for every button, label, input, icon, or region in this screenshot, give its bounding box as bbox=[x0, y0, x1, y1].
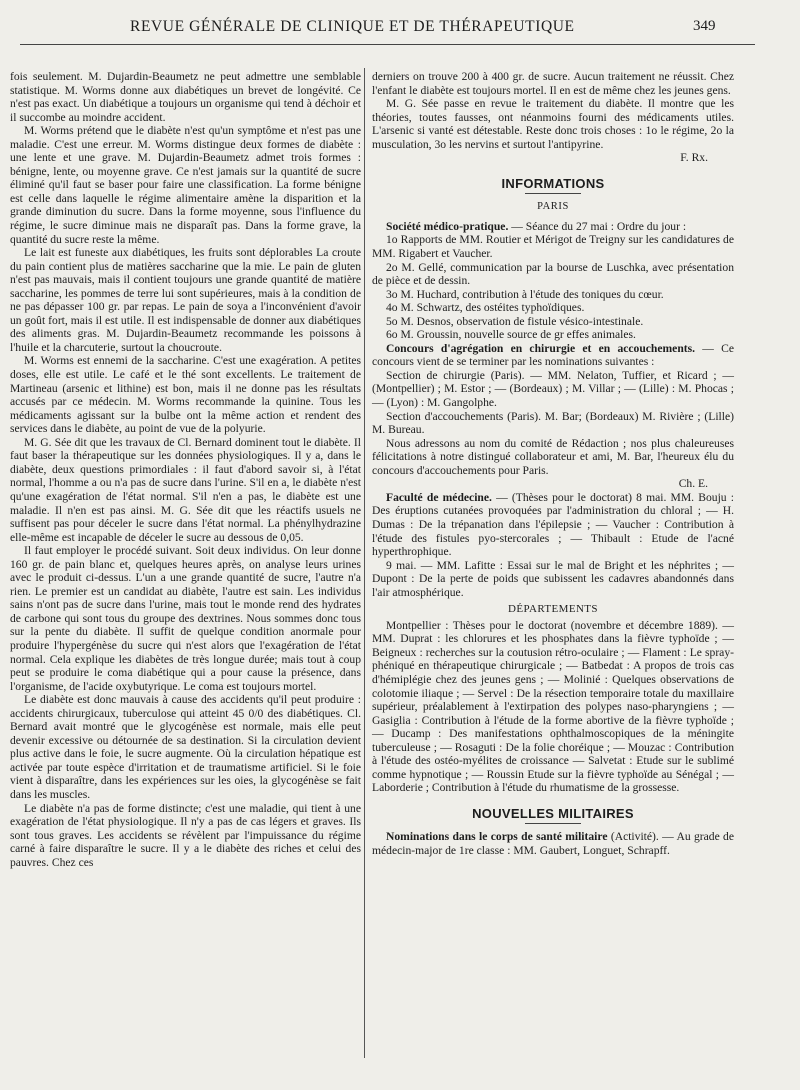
concours-accouchements: Section d'accouchements (Paris). M. Bar; (Bordeaux) M. Rivière ; (Lille) M. Bureau. bbox=[372, 409, 734, 437]
paragraph: M. G. Sée dit que les travaux de Cl. Bernard dominent tout le diabète. Il faut baser la thérapeutique sur les données physiologiques. Il y a, dans le diabète, deux questions primordiales : il faut d'abord savoir si, à l'état normal, l'homme a ou n'a pas de sucre dans l'urine. S'il en a, le diabète n'est qu'une exagération de l'état normal. S'il n'en a pas, le diabète est une maladie. Il n'en est pas ainsi. M. G. Sée dit que les réactifs usuels ne suffisent pas pour déceler le sucre dans l'état normal. La phénylhydrazine elle-même est incapable de déceler le sucre au dessous de 0,05. bbox=[10, 435, 361, 544]
title-rule bbox=[525, 193, 581, 194]
paragraph: Il faut employer le procédé suivant. Soit deux individus. On leur donne 160 gr. de pain blanc et, quelques heures après, on analyse leurs urines avec le produit ci-dessus. L'un a une grande quantité de sucre, l'autre n'a rien. Le premier est un candidat au diabète, l'autre est sain. Les individus sains n'ont pas de sucre dans l'urine, mais tout le monde rend des hydrates de carbone qui sont tous du groupe des dextrines. Nous sommes donc tous sur la pente du diabète. Il suffit de quelque condition anormale pour produire l'hypergénèse du sucre qui n'est alors que l'exagération de l'état normal. Cela explique les diabètes de très longue durée; mais tout à coup peut se produire le coma diabétique qui a pour cause la présence, dans l'organisme, de l'acide oxybutyrique. Le coma est toujours mortel. bbox=[10, 544, 361, 693]
paragraph: M. Worms prétend que le diabète n'est qu'un symptôme et n'est pas une maladie. C'est une erreur. M. Worms distingue deux formes de diabète : une lente et une grave. M. Dujardin-Beaumetz admet trois formes : bénigne, lente, ou moyenne grave. Ce n'est jamais sur la quantité de sucre éliminé qu'il faut se baser pour faire une classification. La forme bénigne est celle dans laquelle le régime alimentaire amène la disparition et la grande diminution du sucre. Dans la forme moyenne, sous l'influence du régime, le sucre diminue mais ne disparaît pas. Dans la forme grave, la quantité du sucre reste la même. bbox=[10, 124, 361, 246]
paragraph: Le diabète est donc mauvais à cause des accidents qu'il peut produire : accidents chirurgicaux, tuberculose qui atteint 45 0/0 des diabétiques. Cl. Bernard avait montré que le glycogénèse est normale, mais elle peut devenir excessive ou détournée de sa destination. Si la circulation devient plus active dans le foie, le sucre augmente. Où la circulation hépatique est activée par toute espèce d'irritation et de traumatisme artificiel. Si le foie vient à disparaître, dans les expériences sur les oies, la glycogénèse se fait dans les muscles. bbox=[10, 693, 361, 801]
news-lead: Nominations dans le corps de santé militaire bbox=[386, 830, 608, 844]
paragraph: Le lait est funeste aux diabétiques, les fruits sont déplorables La croute du pain contient plus de matières saccharine que la mie. Le pain de gluten n'est pas mauvais, mais il contient toujours une grande quantité de matière saccharine, les pommes de terre lui sont supérieures, mais à la condition de ne pas dépasser 100 gr. par repas. Le pain de soya a l'inconvénient d'avoir un goût fort, mais il est utile. Il est indispensable de donner aux diabétiques des aliments gras. M. Dujardin-Beaumetz recommande les poissons à l'huile et la charcuterie, surtout la choucroute. bbox=[10, 246, 361, 354]
news-item-concours bbox=[372, 342, 734, 369]
news-text: — Séance du 27 mai : Ordre du jour : bbox=[508, 219, 687, 233]
news-item-societe bbox=[372, 220, 734, 234]
right-column bbox=[372, 70, 734, 858]
faculte-9-mai: 9 mai. — MM. Lafitte : Essai sur le mal de Bright et les néphrites ; — Dupont : De la perte de poids que subissent les cadavres abandonnés dans l'air atmosphérique. bbox=[372, 558, 734, 599]
column-divider bbox=[364, 68, 365, 1058]
news-lead: Concours d'agrégation en chirurgie et en accouchements. bbox=[386, 341, 696, 355]
section-title-militaires: NOUVELLES MILITAIRES bbox=[472, 805, 634, 821]
left-column bbox=[10, 70, 361, 869]
news-item-montpellier: Montpellier : Thèses pour le doctorat (novembre et décembre 1889). — MM. Duprat : les chlorures et les phosphates dans la fièvre typhoïde ; — Beigneux : recherches sur la coutusion rétro-oculaire ; — Flament : Le spray-phéniqué en thérapeutique chirurgicale ; — Batbedat : A propos de trois cas d'hémiplégie chez des jeunes gens ; — Molinié : Quelques observations de colotomie iliaque ; — Servel : De la résection temporaire totale du maxillaire supérieur, préalablement à l'extirpation des polypes naso-pharyngiens ; — Gasiglia : Contribution à l'étude de la forme abortive de la fièvre typhoïde ; — Ducamp : Des manifestations ophthalmoscopiques de la méningite tuberculeuse ; — Rosaguti : De la folie choréique ; — Mouzac : Contribution à l'étude des ostéo-myélites de croissance — Salvetat : Etude sur le sublimé comme hypnotique ; — Roussin Etude sur la fièvre typhoïde au Sénégal ; — Laborderie ; Contribution à l'étude du rhumatisme de la grossesse. bbox=[372, 618, 734, 795]
news-lead: Faculté de médecine. bbox=[386, 490, 492, 504]
agenda-item: 6o M. Groussin, nouvelle source de gr effes animales. bbox=[386, 328, 636, 342]
page-header bbox=[0, 0, 800, 46]
subheading-paris: PARIS bbox=[537, 201, 569, 213]
subheading-departements: DÉPARTEMENTS bbox=[508, 603, 598, 616]
news-text: — Ce concours vient de se terminer par les nominations suivantes : bbox=[372, 341, 734, 369]
news-lead: Société médico-pratique. bbox=[386, 219, 509, 233]
header-rule bbox=[20, 44, 755, 45]
paragraph: Le diabète n'a pas de forme distincte; c'est une maladie, qui tient à une exagération de l'état physiologique. Il n'y a pas de cas légers et graves. Ils sont tous graves. Les accidents se révèlent par l'impuissance du régime carné à faire disparaître le sucre. Il y a le diabète des riches et celui des pauvres. Chez ces bbox=[10, 801, 361, 869]
agenda-item: 5o M. Desnos, observation de fistule vésico-intestinale. bbox=[386, 314, 644, 328]
signature: Ch. E. bbox=[678, 477, 708, 491]
signature: F. Rx. bbox=[680, 151, 708, 165]
news-item-faculte bbox=[372, 491, 734, 559]
section-title-informations: INFORMATIONS bbox=[501, 175, 605, 191]
agenda-item: 2o M. Gellé, communication par la bourse de Luschka, avec présentation de pièce et de dessin. bbox=[372, 260, 734, 288]
agenda-item: 3o M. Huchard, contribution à l'étude des toniques du cœur. bbox=[386, 287, 664, 301]
concours-congratulations: Nous adressons au nom du comité de Rédaction ; nos plus chaleureuses félicitations à notre distingué collaborateur et ami, M. Bar, l'heureux élu du concours d'accouchements pour Paris. bbox=[372, 436, 734, 477]
paragraph: derniers on trouve 200 à 400 gr. de sucre. Aucun traitement ne réussit. Chez l'enfant le diabète est toujours mortel. Il en est de même chez les jeunes gens. bbox=[372, 70, 734, 97]
agenda-item: 1o Rapports de MM. Routier et Mérigot de Treigny sur les candidatures de MM. Rigabert et Vaucher. bbox=[372, 233, 734, 261]
concours-chirurgie: Section de chirurgie (Paris). — MM. Nelaton, Tuffier, et Ricard ; — (Montpellier) ; M. Estor ; — (Bordeaux) ; M. Villar ; — (Lille) : M. Phocas ; — (Lyon) : M. Gangolphe. bbox=[372, 368, 734, 410]
agenda-item: 4o M. Schwartz, des ostéites typhoïdiques. bbox=[386, 301, 585, 315]
news-text: — (Thèses pour le doctorat) 8 mai. MM. Bouju : Des éruptions cutanées provoquées par l'administration du chloral ; — H. Dumas : De la trépanation dans l'épilepsie ; — Vaucher : Contribution à l'étude des fistules pyo-stercorales ; — Thibault : Etude de l'acné hyperthrophique. bbox=[372, 490, 734, 559]
title-rule bbox=[525, 823, 581, 824]
paragraph: fois seulement. M. Dujardin-Beaumetz ne peut admettre une semblable statistique. M. Worms donne aux diabétiques un brevet de longévité. Ce n'est pas exact. Un diabétique a toujours un organisme qui tend à déchoir et il succombe au moindre accident. bbox=[10, 70, 361, 124]
page-number: 349 bbox=[693, 18, 716, 34]
running-title: REVUE GÉNÉRALE DE CLINIQUE ET DE THÉRAPEUTIQUE bbox=[130, 18, 575, 35]
paragraph: M. Worms est ennemi de la saccharine. C'est une exagération. A petites doses, elle est utile. Le café et le thé sont excellents. Le traitement de Martineau (arsenic et lithine) est bon, mais il ne donne pas les résultats accusés par ce médecin. M. Worms recommande la quinine. Tous les médicaments agissant sur la bulbe ont la même action et rendent des services dans le diabète, au point de vue de la polyurie. bbox=[10, 354, 361, 436]
paragraph: M. G. Sée passe en revue le traitement du diabète. Il montre que les théories, toutes fausses, ont néanmoins fourni des médicaments utiles. L'arsenic si vanté est détestable. Reste donc trois choses : 1o le régime, 2o la musculation, 3o les nervins et surtout l'antipyrine. bbox=[372, 97, 734, 151]
news-text: (Activité). — Au grade de médecin-major de 1re classe : MM. Gaubert, Longuet, Schrapff. bbox=[372, 830, 734, 857]
news-item-nominations bbox=[372, 830, 734, 857]
